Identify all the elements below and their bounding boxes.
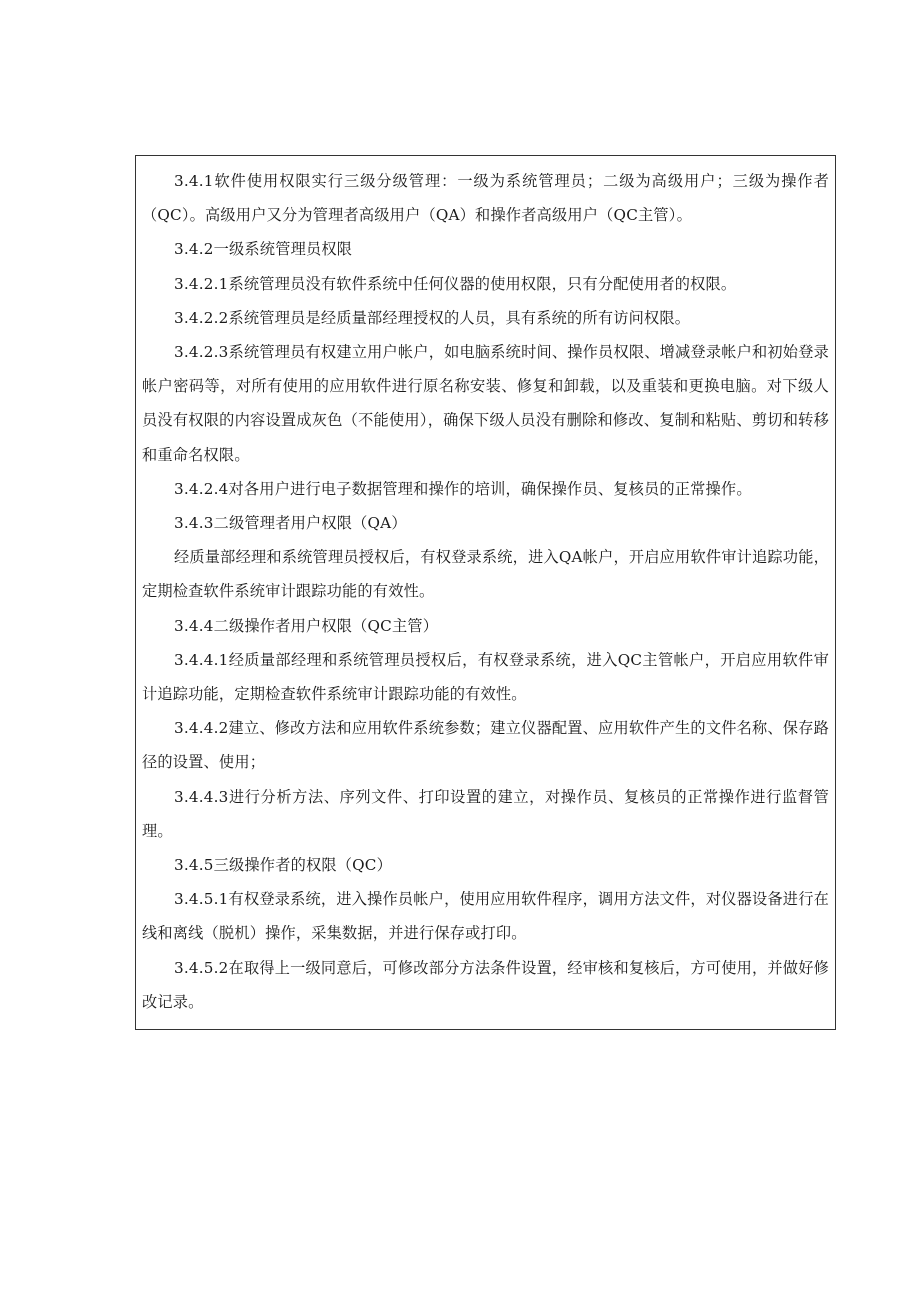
section-3-4-3-heading: 3.4.3二级管理者用户权限（QA）	[174, 514, 407, 533]
section-3-4-2-3-paragraph: 3.4.2.3系统管理员有权建立用户帐户，如电脑系统时间、操作员权限、增减登录帐户和初始登录帐户密码等，对所有使用的应用软件进行原名称安装、修复和卸载，以及重装和更换电脑。对下级人员没有权限的内容设置成灰色（不能使用），确保下级人员没有删除和修改、复制和粘贴、剪切和转移和重命名权限。	[142, 343, 829, 464]
section-3-4-2-heading: 3.4.2一级系统管理员权限	[174, 240, 353, 259]
section-3-4-2-1-paragraph: 3.4.2.1系统管理员没有软件系统中任何仪器的使用权限，只有分配使用者的权限。	[174, 274, 737, 293]
section-3-4-4-1-paragraph: 3.4.4.1经质量部经理和系统管理员授权后，有权登录系统，进入QC主管帐户，开启应用软件审计追踪功能，定期检查软件系统审计跟踪功能的有效性。	[142, 650, 829, 704]
section-3-4-4-3-paragraph: 3.4.4.3进行分析方法、序列文件、打印设置的建立，对操作员、复核员的正常操作进行监督管理。	[142, 787, 829, 840]
section-3-4-3-paragraph: 经质量部经理和系统管理员授权后，有权登录系统，进入QA帐户，开启应用软件审计追踪功能，定期检查软件系统审计跟踪功能的有效性。	[142, 548, 829, 601]
document-content-box	[135, 155, 836, 1030]
section-3-4-4-2-paragraph: 3.4.4.2建立、修改方法和应用软件系统参数；建立仪器配置、应用软件产生的文件名称、保存路径的设置、使用；	[142, 719, 829, 772]
section-3-4-2-4-paragraph: 3.4.2.4对各用户进行电子数据管理和操作的培训，确保操作员、复核员的正常操作。	[174, 479, 752, 498]
section-3-4-5-1-paragraph: 3.4.5.1有权登录系统，进入操作员帐户，使用应用软件程序，调用方法文件，对仪器设备进行在线和离线（脱机）操作，采集数据，并进行保存或打印。	[142, 890, 829, 943]
section-3-4-1-paragraph: 3.4.1软件使用权限实行三级分级管理：一级为系统管理员；二级为高级用户；三级为操作者（QC）。高级用户又分为管理者高级用户（QA）和操作者高级用户（QC主管）。	[142, 172, 829, 225]
section-3-4-5-heading: 3.4.5三级操作者的权限（QC）	[174, 856, 392, 875]
section-3-4-2-2-paragraph: 3.4.2.2系统管理员是经质量部经理授权的人员，具有系统的所有访问权限。	[174, 308, 691, 327]
section-3-4-4-heading: 3.4.4二级操作者用户权限（QC主管）	[174, 616, 439, 635]
section-3-4-5-2-paragraph: 3.4.5.2在取得上一级同意后，可修改部分方法条件设置，经审核和复核后，方可使用，并做好修改记录。	[142, 958, 829, 1011]
